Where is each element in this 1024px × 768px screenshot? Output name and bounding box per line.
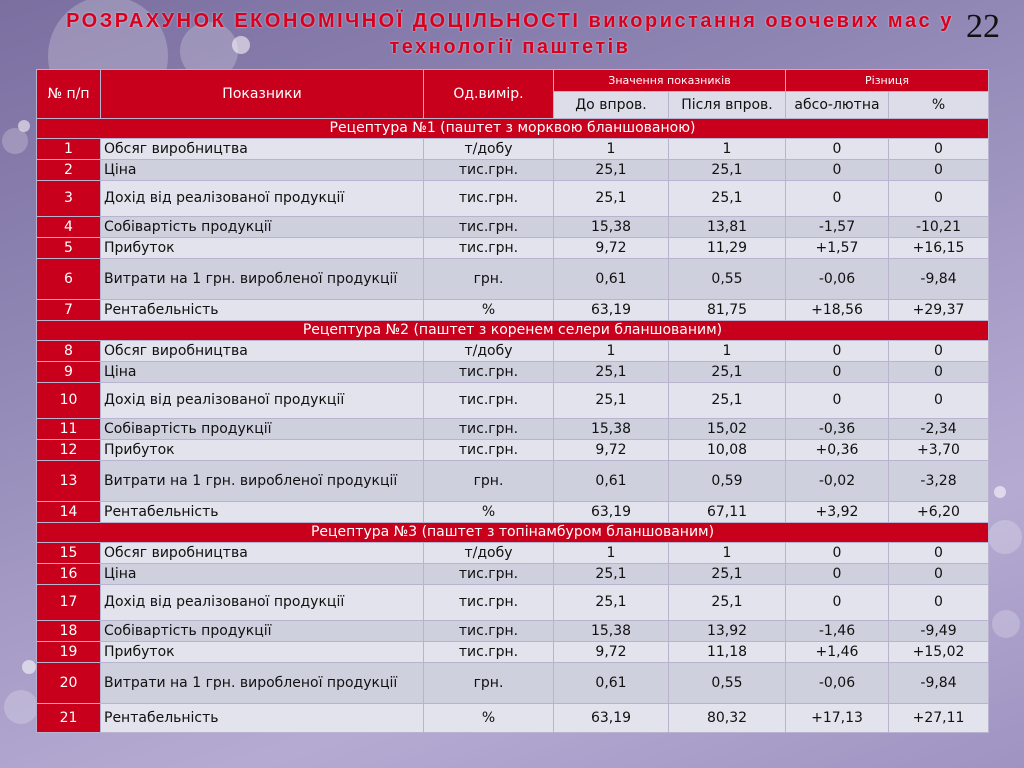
row-number: 10 (37, 383, 101, 419)
table-body (37, 70, 989, 733)
decorative-bubble (4, 690, 38, 724)
header-unit: Од.вимір. (424, 70, 554, 119)
diff-percent: 0 (889, 564, 989, 585)
value-before: 0,61 (554, 461, 669, 502)
diff-percent: -9,49 (889, 621, 989, 642)
header-values-group: Значення показників (554, 70, 786, 92)
row-number: 5 (37, 238, 101, 259)
diff-percent: -10,21 (889, 217, 989, 238)
unit-cell: % (424, 300, 554, 321)
value-after: 11,29 (669, 238, 786, 259)
header-difference-group: Різниця (786, 70, 989, 92)
unit-cell: % (424, 704, 554, 733)
table-row (37, 139, 989, 160)
header-after: Після впров. (669, 92, 786, 119)
value-after: 15,02 (669, 419, 786, 440)
table-row (37, 160, 989, 181)
header-number: № п/п (37, 70, 101, 119)
diff-percent: +3,70 (889, 440, 989, 461)
section-title: Рецептура №1 (паштет з морквою бланшованою) (37, 119, 989, 139)
indicator-name: Обсяг виробництва (101, 341, 424, 362)
value-after: 10,08 (669, 440, 786, 461)
indicator-name: Обсяг виробництва (101, 139, 424, 160)
value-before: 25,1 (554, 160, 669, 181)
decorative-bubble (992, 610, 1020, 638)
row-number: 21 (37, 704, 101, 733)
indicator-name: Собівартість продукції (101, 621, 424, 642)
row-number: 1 (37, 139, 101, 160)
unit-cell: тис.грн. (424, 642, 554, 663)
value-before: 15,38 (554, 419, 669, 440)
value-after: 1 (669, 341, 786, 362)
value-before: 25,1 (554, 362, 669, 383)
diff-percent: -2,34 (889, 419, 989, 440)
row-number: 4 (37, 217, 101, 238)
slide-number: 22 (966, 8, 1000, 45)
diff-absolute: 0 (786, 139, 889, 160)
value-before: 0,61 (554, 663, 669, 704)
table-row (37, 383, 989, 419)
row-number: 17 (37, 585, 101, 621)
diff-absolute: 0 (786, 341, 889, 362)
value-after: 25,1 (669, 564, 786, 585)
diff-percent: 0 (889, 341, 989, 362)
value-before: 1 (554, 341, 669, 362)
unit-cell: тис.грн. (424, 217, 554, 238)
table-row (37, 564, 989, 585)
diff-absolute: -0,02 (786, 461, 889, 502)
value-after: 80,32 (669, 704, 786, 733)
section-row (37, 119, 989, 139)
unit-cell: грн. (424, 259, 554, 300)
table-row (37, 341, 989, 362)
indicator-name: Дохід від реалізованої продукції (101, 181, 424, 217)
indicator-name: Дохід від реалізованої продукції (101, 585, 424, 621)
row-number: 15 (37, 543, 101, 564)
row-number: 13 (37, 461, 101, 502)
table-row (37, 259, 989, 300)
indicator-name: Витрати на 1 грн. виробленої продукції (101, 259, 424, 300)
diff-absolute: 0 (786, 383, 889, 419)
unit-cell: % (424, 502, 554, 523)
value-after: 0,55 (669, 663, 786, 704)
unit-cell: тис.грн. (424, 621, 554, 642)
table-row (37, 543, 989, 564)
value-after: 13,81 (669, 217, 786, 238)
diff-percent: +29,37 (889, 300, 989, 321)
diff-absolute: 0 (786, 181, 889, 217)
diff-percent: +27,11 (889, 704, 989, 733)
diff-absolute: +0,36 (786, 440, 889, 461)
value-after: 1 (669, 139, 786, 160)
value-before: 25,1 (554, 585, 669, 621)
row-number: 6 (37, 259, 101, 300)
diff-percent: +6,20 (889, 502, 989, 523)
section-title: Рецептура №3 (паштет з топінамбуром бланшованим) (37, 523, 989, 543)
table-row (37, 704, 989, 733)
unit-cell: т/добу (424, 543, 554, 564)
decorative-bubble (988, 520, 1022, 554)
diff-absolute: -0,36 (786, 419, 889, 440)
table-row (37, 362, 989, 383)
diff-percent: 0 (889, 160, 989, 181)
indicator-name: Ціна (101, 564, 424, 585)
value-before: 1 (554, 139, 669, 160)
table-row (37, 217, 989, 238)
value-after: 25,1 (669, 160, 786, 181)
diff-absolute: -0,06 (786, 259, 889, 300)
diff-absolute: 0 (786, 160, 889, 181)
table-row (37, 621, 989, 642)
decorative-bubble (18, 120, 30, 132)
diff-percent: +16,15 (889, 238, 989, 259)
indicator-name: Прибуток (101, 440, 424, 461)
diff-absolute: 0 (786, 543, 889, 564)
table-row (37, 663, 989, 704)
value-after: 67,11 (669, 502, 786, 523)
header-indicators: Показники (101, 70, 424, 119)
header-before: До впров. (554, 92, 669, 119)
diff-percent: -9,84 (889, 663, 989, 704)
diff-absolute: 0 (786, 362, 889, 383)
value-after: 25,1 (669, 585, 786, 621)
unit-cell: тис.грн. (424, 238, 554, 259)
section-row (37, 523, 989, 543)
unit-cell: тис.грн. (424, 440, 554, 461)
value-before: 63,19 (554, 704, 669, 733)
diff-absolute: 0 (786, 564, 889, 585)
diff-percent: 0 (889, 181, 989, 217)
decorative-bubble (22, 660, 36, 674)
table-row (37, 585, 989, 621)
unit-cell: грн. (424, 461, 554, 502)
value-before: 15,38 (554, 217, 669, 238)
unit-cell: тис.грн. (424, 564, 554, 585)
indicator-name: Собівартість продукції (101, 217, 424, 238)
unit-cell: тис.грн. (424, 585, 554, 621)
value-before: 25,1 (554, 383, 669, 419)
table-row (37, 461, 989, 502)
row-number: 12 (37, 440, 101, 461)
table-row (37, 502, 989, 523)
section-title: Рецептура №2 (паштет з коренем селери бланшованим) (37, 321, 989, 341)
indicator-name: Витрати на 1 грн. виробленої продукції (101, 663, 424, 704)
row-number: 8 (37, 341, 101, 362)
value-before: 63,19 (554, 502, 669, 523)
indicator-name: Витрати на 1 грн. виробленої продукції (101, 461, 424, 502)
value-after: 81,75 (669, 300, 786, 321)
row-number: 20 (37, 663, 101, 704)
unit-cell: тис.грн. (424, 181, 554, 217)
diff-percent: +15,02 (889, 642, 989, 663)
diff-percent: 0 (889, 543, 989, 564)
indicator-name: Обсяг виробництва (101, 543, 424, 564)
row-number: 19 (37, 642, 101, 663)
row-number: 16 (37, 564, 101, 585)
value-after: 25,1 (669, 383, 786, 419)
header-percent: % (889, 92, 989, 119)
decorative-bubble (994, 486, 1006, 498)
value-after: 11,18 (669, 642, 786, 663)
unit-cell: тис.грн. (424, 383, 554, 419)
table-row (37, 440, 989, 461)
value-before: 25,1 (554, 181, 669, 217)
unit-cell: тис.грн. (424, 160, 554, 181)
indicator-name: Прибуток (101, 238, 424, 259)
indicator-name: Ціна (101, 160, 424, 181)
diff-percent: -3,28 (889, 461, 989, 502)
diff-percent: 0 (889, 362, 989, 383)
diff-percent: 0 (889, 383, 989, 419)
value-after: 13,92 (669, 621, 786, 642)
economic-table (36, 69, 989, 733)
diff-absolute: +3,92 (786, 502, 889, 523)
unit-cell: тис.грн. (424, 362, 554, 383)
table-header-row (37, 70, 989, 92)
value-before: 9,72 (554, 238, 669, 259)
row-number: 9 (37, 362, 101, 383)
diff-percent: 0 (889, 139, 989, 160)
indicator-name: Рентабельність (101, 704, 424, 733)
diff-absolute: +17,13 (786, 704, 889, 733)
table-row (37, 238, 989, 259)
diff-absolute: -1,57 (786, 217, 889, 238)
row-number: 11 (37, 419, 101, 440)
row-number: 14 (37, 502, 101, 523)
unit-cell: грн. (424, 663, 554, 704)
diff-percent: -9,84 (889, 259, 989, 300)
value-before: 9,72 (554, 642, 669, 663)
value-before: 63,19 (554, 300, 669, 321)
table-row (37, 181, 989, 217)
value-after: 1 (669, 543, 786, 564)
value-before: 15,38 (554, 621, 669, 642)
value-after: 25,1 (669, 181, 786, 217)
row-number: 18 (37, 621, 101, 642)
slide-title: РОЗРАХУНОК ЕКОНОМІЧНОЇ ДОЦІЛЬНОСТІ використання овочевих мас у технології паштетів (66, 10, 954, 58)
value-before: 1 (554, 543, 669, 564)
row-number: 2 (37, 160, 101, 181)
indicator-name: Собівартість продукції (101, 419, 424, 440)
header-absolute: абсо-лютна (786, 92, 889, 119)
row-number: 3 (37, 181, 101, 217)
diff-absolute: 0 (786, 585, 889, 621)
value-after: 0,59 (669, 461, 786, 502)
value-before: 25,1 (554, 564, 669, 585)
row-number: 7 (37, 300, 101, 321)
diff-absolute: -1,46 (786, 621, 889, 642)
value-before: 0,61 (554, 259, 669, 300)
unit-cell: тис.грн. (424, 419, 554, 440)
diff-absolute: +18,56 (786, 300, 889, 321)
table-row (37, 642, 989, 663)
value-after: 25,1 (669, 362, 786, 383)
diff-absolute: -0,06 (786, 663, 889, 704)
indicator-name: Рентабельність (101, 502, 424, 523)
indicator-name: Прибуток (101, 642, 424, 663)
diff-absolute: +1,46 (786, 642, 889, 663)
value-before: 9,72 (554, 440, 669, 461)
indicator-name: Рентабельність (101, 300, 424, 321)
table-row (37, 300, 989, 321)
diff-percent: 0 (889, 585, 989, 621)
indicator-name: Дохід від реалізованої продукції (101, 383, 424, 419)
diff-absolute: +1,57 (786, 238, 889, 259)
unit-cell: т/добу (424, 341, 554, 362)
table-row (37, 419, 989, 440)
indicator-name: Ціна (101, 362, 424, 383)
section-row (37, 321, 989, 341)
value-after: 0,55 (669, 259, 786, 300)
unit-cell: т/добу (424, 139, 554, 160)
